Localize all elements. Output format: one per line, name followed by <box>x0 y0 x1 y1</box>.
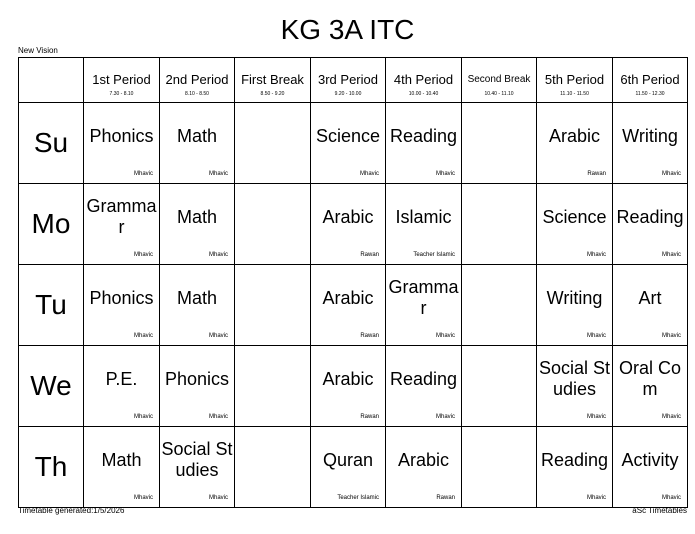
lesson-subject: Phonics <box>164 368 230 389</box>
lesson-subject: Writing <box>622 125 678 146</box>
lesson-subject: Arabic <box>322 368 374 389</box>
lesson-subject: Reading <box>540 449 609 470</box>
lesson-cell <box>311 427 386 508</box>
period-header <box>160 58 235 103</box>
lesson-cell <box>160 265 235 346</box>
period-name: 5th Period <box>544 72 605 87</box>
lesson-cell <box>613 427 688 508</box>
lesson-subject: Science <box>542 206 607 227</box>
day-label: Su <box>19 103 84 184</box>
lesson-teacher: Mhavic <box>435 414 455 420</box>
lesson-teacher: Mhavic <box>435 333 455 339</box>
lesson-subject: Math <box>176 125 218 146</box>
lesson-subject: Reading <box>616 206 684 227</box>
timetable-body <box>19 103 688 508</box>
lesson-cell <box>311 103 386 184</box>
lesson-cell <box>537 427 613 508</box>
day-label: We <box>19 346 84 427</box>
period-time: 7.30 - 8.10 <box>109 91 134 97</box>
break-cell <box>462 346 537 427</box>
lesson-cell <box>537 265 613 346</box>
lesson-teacher: Teacher Islamic <box>337 495 379 501</box>
lesson-teacher: Mhavic <box>133 333 153 339</box>
lesson-cell <box>386 427 462 508</box>
lesson-subject: Quran <box>322 449 374 470</box>
period-time: 10.00 - 10.40 <box>408 91 439 97</box>
break-cell <box>235 346 311 427</box>
lesson-subject: Arabic <box>322 287 374 308</box>
period-time: 9.20 - 10.00 <box>334 91 362 97</box>
lesson-teacher: Mhavic <box>359 171 379 177</box>
lesson-subject: Reading <box>389 125 458 146</box>
lesson-subject: Arabic <box>397 449 450 470</box>
break-cell <box>235 184 311 265</box>
lesson-subject: Phonics <box>89 125 154 146</box>
lesson-teacher: Mhavic <box>208 495 228 501</box>
lesson-cell <box>311 346 386 427</box>
timetable <box>18 57 688 508</box>
period-time: 8.50 - 9.20 <box>260 91 285 97</box>
lesson-cell <box>613 346 688 427</box>
lesson-cell <box>160 427 235 508</box>
lesson-cell <box>84 346 160 427</box>
lesson-teacher: Mhavic <box>133 414 153 420</box>
lesson-teacher: Mhavic <box>586 495 606 501</box>
lesson-teacher: Mhavic <box>661 414 681 420</box>
lesson-cell <box>84 184 160 265</box>
lesson-teacher: Teacher Islamic <box>413 252 455 258</box>
lesson-cell <box>84 427 160 508</box>
lesson-subject: Social Studies <box>538 358 611 399</box>
lesson-subject: Math <box>176 287 218 308</box>
lesson-subject: Social Studies <box>161 439 233 480</box>
day-label: Th <box>19 427 84 508</box>
break-cell <box>235 265 311 346</box>
break-cell <box>462 427 537 508</box>
lesson-cell <box>386 265 462 346</box>
lesson-subject: Grammar <box>86 196 157 237</box>
lesson-teacher: Rawan <box>436 495 455 501</box>
lesson-cell <box>386 346 462 427</box>
lesson-cell <box>160 346 235 427</box>
lesson-cell <box>613 184 688 265</box>
lesson-teacher: Rawan <box>587 171 606 177</box>
lesson-teacher: Mhavic <box>661 495 681 501</box>
lesson-teacher: Rawan <box>360 252 379 258</box>
lesson-teacher: Mhavic <box>133 495 153 501</box>
lesson-subject: Art <box>638 287 662 308</box>
lesson-cell <box>84 265 160 346</box>
school-name: New Vision <box>18 46 58 55</box>
break-cell <box>235 103 311 184</box>
lesson-teacher: Mhavic <box>133 252 153 258</box>
period-name: 3rd Period <box>318 72 378 87</box>
period-name: First Break <box>241 72 304 87</box>
lesson-teacher: Mhavic <box>208 414 228 420</box>
period-name: 6th Period <box>620 72 680 87</box>
lesson-cell <box>537 346 613 427</box>
lesson-subject: Writing <box>546 287 603 308</box>
lesson-subject: Phonics <box>89 287 154 308</box>
lesson-subject: Grammar <box>388 277 459 318</box>
lesson-cell <box>160 103 235 184</box>
lesson-cell <box>537 184 613 265</box>
lesson-teacher: Rawan <box>360 414 379 420</box>
day-label: Mo <box>19 184 84 265</box>
lesson-teacher: Mhavic <box>661 171 681 177</box>
lesson-teacher: Mhavic <box>661 252 681 258</box>
day-row <box>19 346 688 427</box>
period-header <box>537 58 613 103</box>
break-header <box>462 58 537 103</box>
period-name: 1st Period <box>92 72 151 87</box>
period-header <box>613 58 688 103</box>
period-header <box>311 58 386 103</box>
lesson-cell <box>613 103 688 184</box>
lesson-teacher: Rawan <box>360 333 379 339</box>
lesson-teacher: Mhavic <box>133 171 153 177</box>
lesson-subject: Math <box>176 206 218 227</box>
lesson-cell <box>386 184 462 265</box>
lesson-teacher: Mhavic <box>661 333 681 339</box>
lesson-teacher: Mhavic <box>586 252 606 258</box>
break-cell <box>462 184 537 265</box>
lesson-teacher: Mhavic <box>435 171 455 177</box>
lesson-teacher: Mhavic <box>208 171 228 177</box>
period-time: 10.40 - 11.10 <box>484 91 514 97</box>
lesson-subject: P.E. <box>105 368 138 389</box>
lesson-cell <box>311 265 386 346</box>
day-label: Tu <box>19 265 84 346</box>
lesson-subject: Reading <box>389 368 458 389</box>
lesson-subject: Activity <box>621 449 679 470</box>
period-header <box>386 58 462 103</box>
lesson-teacher: Mhavic <box>208 252 228 258</box>
period-time: 8.10 - 8.50 <box>185 91 209 97</box>
lesson-subject: Arabic <box>322 206 374 227</box>
day-row <box>19 184 688 265</box>
app-credit: aSc Timetables <box>632 506 687 515</box>
lesson-cell <box>84 103 160 184</box>
break-cell <box>235 427 311 508</box>
lesson-subject: Math <box>101 449 142 470</box>
day-row <box>19 103 688 184</box>
lesson-teacher: Mhavic <box>586 333 606 339</box>
lesson-cell <box>613 265 688 346</box>
day-row <box>19 265 688 346</box>
lesson-cell <box>311 184 386 265</box>
lesson-cell <box>160 184 235 265</box>
lesson-cell <box>537 103 613 184</box>
generated-date: Timetable generated:1/5/2026 <box>18 506 125 515</box>
break-header <box>235 58 311 103</box>
period-name: 2nd Period <box>165 72 229 87</box>
lesson-teacher: Mhavic <box>586 414 606 420</box>
lesson-cell <box>386 103 462 184</box>
period-name: 4th Period <box>393 72 454 87</box>
corner-cell <box>19 58 84 103</box>
break-cell <box>462 103 537 184</box>
break-cell <box>462 265 537 346</box>
day-row <box>19 427 688 508</box>
period-time: 11.10 - 11.50 <box>560 91 589 97</box>
lesson-subject: Science <box>315 125 381 146</box>
lesson-subject: Islamic <box>395 206 452 227</box>
header-row <box>19 58 688 103</box>
lesson-teacher: Mhavic <box>208 333 228 339</box>
period-time: 11.50 - 12.30 <box>635 91 665 97</box>
page-title: KG 3A ITC <box>280 14 415 45</box>
period-header <box>84 58 160 103</box>
period-name: Second Break <box>467 74 531 85</box>
lesson-subject: Oral Com <box>618 358 681 399</box>
lesson-subject: Arabic <box>548 125 601 146</box>
